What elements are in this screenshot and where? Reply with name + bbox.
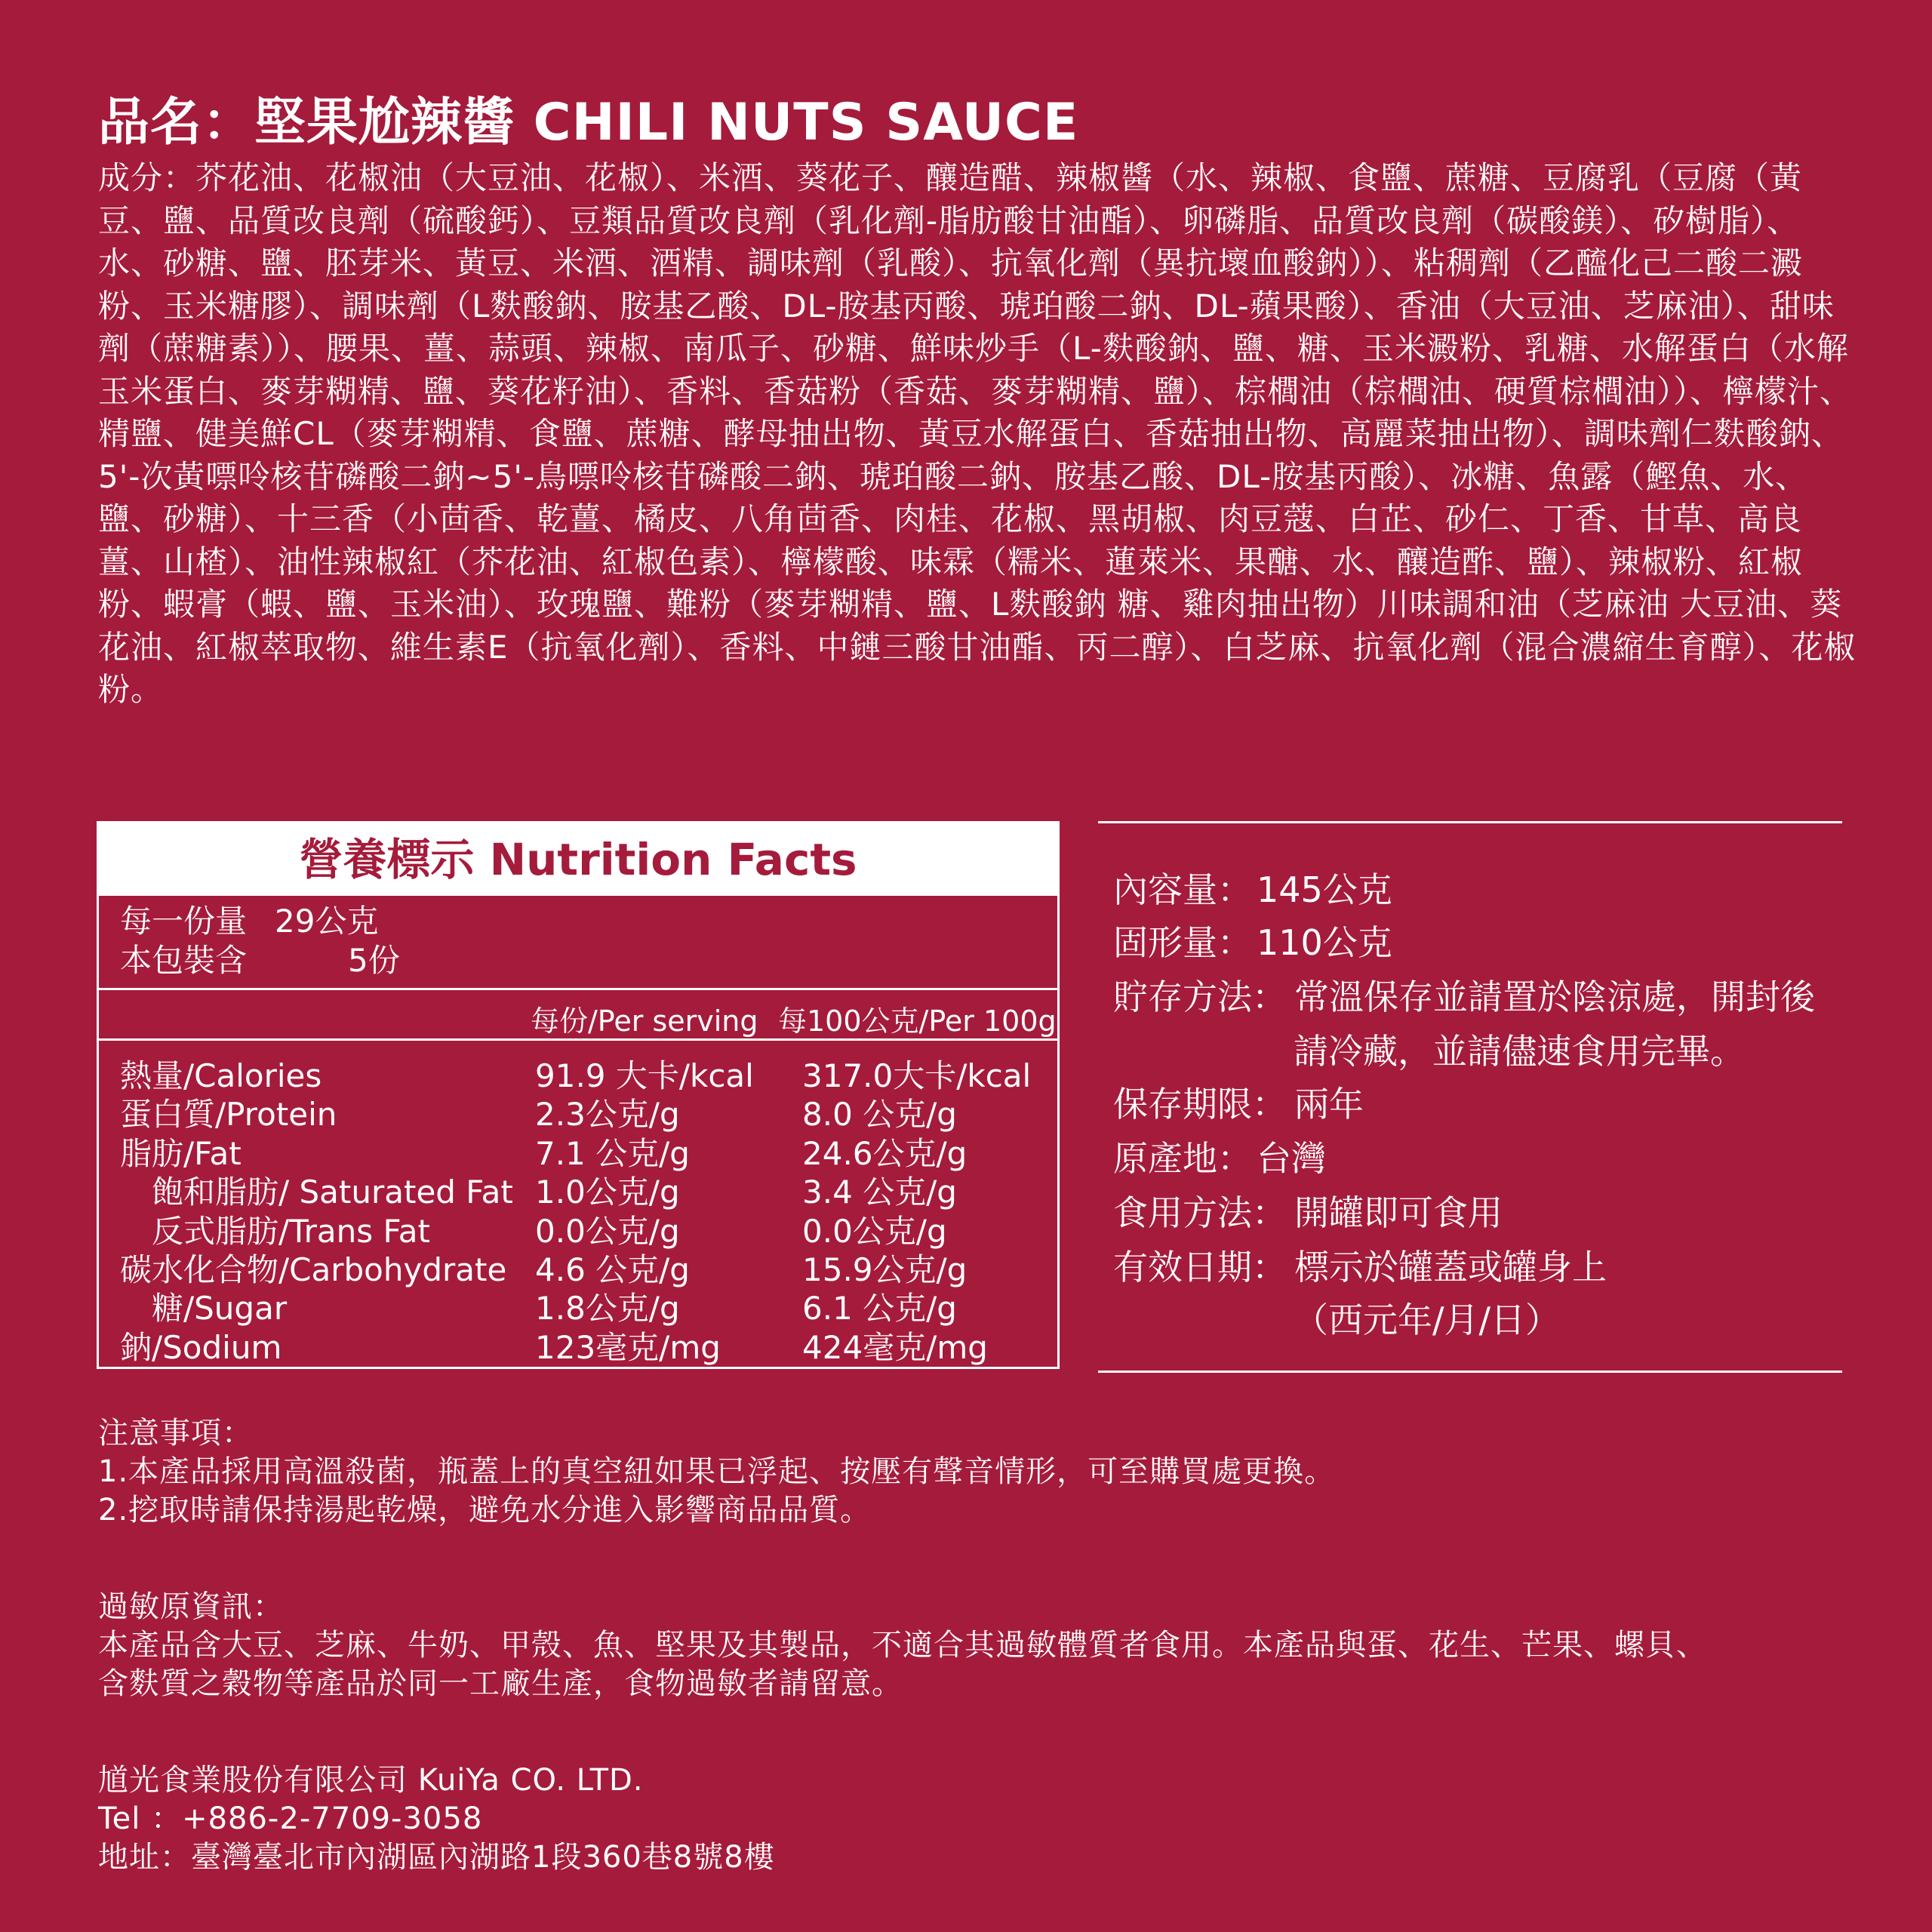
info-shelf-row <box>1113 1077 1364 1127</box>
company-tel: Tel ：+886-2-7709-3058 <box>98 1801 483 1836</box>
allergen-title: 過敏原資訊： <box>98 1589 284 1624</box>
serving-size-row <box>120 902 400 941</box>
nutrition-row-sodium <box>99 1323 1057 1366</box>
nutrition-row-carbohydrate <box>99 1245 1057 1288</box>
notes-section <box>98 1414 1857 1877</box>
info-solid-value: 110公克 <box>1257 922 1392 963</box>
nutrient-per-100g: 6.1 公克/g <box>802 1290 957 1327</box>
info-origin-label: 原產地： <box>1113 1138 1252 1179</box>
nutrient-per-serving: 0.0公克/g <box>535 1212 680 1250</box>
info-origin-row <box>1113 1131 1326 1181</box>
spacer <box>98 1703 1857 1761</box>
info-content-row <box>1113 863 1392 912</box>
nutrient-name: 糖/Sugar <box>152 1290 288 1327</box>
allergen-line-2: 含麩質之穀物等產品於同一工廠生產，食物過敏者請留意。 <box>98 1666 903 1701</box>
serving-info <box>120 902 400 980</box>
info-storage-line2: 請冷藏，並請儘速食用完畢。 <box>1294 1031 1745 1072</box>
ingredients-text: 成分：芥花油、花椒油（大豆油、花椒）、米酒、葵花子、釀造醋、辣椒醬（水、辣椒、食鹽、蔗糖、豆腐乳（豆腐（黃豆、鹽、品質改良劑（硫酸鈣）、豆類品質改良劑（乳化劑-脂肪酸甘油酯）、卵磷脂、品質改良劑（碳酸鎂）、矽樹脂）、水、砂糖、鹽、胚芽米、黃豆、米酒、酒精、調味劑（乳酸）、抗氧化劑（異抗壞血酸鈉））、粘稠劑（乙醯化己二酸二澱粉、玉米糖膠）、調味劑（L麩酸鈉、胺基乙酸、DL-胺基丙酸、琥珀酸二鈉、DL-蘋果酸）、香油（大豆油、芝麻油）、甜味劑（蔗糖素））、腰果、薑、蒜頭、辣椒、南瓜子、砂糖、鮮味炒手（L-麩酸鈉、鹽、糖、玉米澱粉、乳糖、水解蛋白（水解玉米蛋白、麥芽糊精、鹽、葵花籽油）、香料、香菇粉（香菇、麥芽糊精、鹽）、棕櫚油（棕櫚油、硬質棕櫚油））、檸檬汁、精鹽、健美鮮CL（麥芽糊精、食鹽、蔗糖、酵母抽出物、黃豆水解蛋白、香菇抽出物、高麗菜抽出物）、調味劑仁麩酸鈉、5'-次黃嘌呤核苷磷酸二鈉~5'-鳥嘌呤核苷磷酸二鈉、琥珀酸二鈉、胺基乙酸、DL-胺基丙酸）、冰糖、魚露（鰹魚、水、鹽、砂糖）、十三香（小茴香、乾薑、橘皮、八角茴香、肉桂、花椒、黑胡椒、肉豆蔻、白芷、砂仁、丁香、甘草、高良薑、山楂）、油性辣椒紅（芥花油、紅椒色素）、檸檬酸、味霖（糯米、蓮萊米、果醣、水、釀造酢、鹽）、辣椒粉、紅椒粉、蝦膏（蝦、鹽、玉米油）、玫瑰鹽、難粉（麥芽糊精、鹽、L麩酸鈉 糖、雞肉抽出物）川味調和油（芝麻油 大豆油、葵花油、紅椒萃取物、維生素E（抗氧化劑）、香料、中鏈三酸甘油酯、丙二醇）、白芝麻、抗氧化劑（混合濃縮生育醇）、花椒粉。 <box>98 159 1857 708</box>
info-usage-label: 食用方法： <box>1113 1192 1287 1233</box>
info-expiry-label: 有效日期： <box>1113 1247 1287 1287</box>
nutrition-facts-table <box>97 821 1060 1369</box>
nutrient-per-100g: 8.0 公克/g <box>802 1096 957 1134</box>
nutrient-name: 脂肪/Fat <box>120 1134 242 1172</box>
spacer <box>98 1530 1857 1588</box>
info-origin-value: 台灣 <box>1257 1138 1326 1179</box>
nutrition-row-sugar <box>99 1284 1057 1327</box>
nutrient-per-100g: 24.6公克/g <box>802 1134 968 1172</box>
product-title: 品名：堅果尬辣醬 CHILI NUTS SAUCE <box>98 93 1079 152</box>
nutrition-column-headers <box>99 988 1057 1041</box>
nutrition-row-fat <box>99 1129 1057 1172</box>
info-content-value: 145公克 <box>1257 869 1392 910</box>
info-storage-line1: 常溫保存並請置於陰涼處，開封後 <box>1294 977 1815 1017</box>
info-storage-row <box>1113 970 1815 1020</box>
serving-size-label: 每一份量 <box>120 903 248 940</box>
nutrient-name: 碳水化合物/Carbohydrate <box>120 1251 507 1288</box>
info-expiry-line1: 標示於罐蓋或罐身上 <box>1294 1247 1607 1287</box>
nutrient-name: 反式脂肪/Trans Fat <box>152 1212 430 1250</box>
info-expiry-line2: （西元年/月/日） <box>1294 1300 1560 1340</box>
nutrition-rows <box>99 1051 1057 1366</box>
nutrient-per-100g: 317.0大卡/kcal <box>802 1057 1032 1094</box>
info-usage-value: 開罐即可食用 <box>1294 1192 1503 1233</box>
nutrient-per-serving: 1.8公克/g <box>535 1290 680 1327</box>
serving-size-value: 29公克 <box>275 903 379 940</box>
allergen-line-1: 本產品含大豆、芝麻、牛奶、甲殼、魚、堅果及其製品，不適合其過敏體質者食用。本產品與蛋、花生、芒果、螺貝、 <box>98 1628 1707 1663</box>
nutrient-per-serving: 91.9 大卡/kcal <box>535 1057 754 1094</box>
company-address: 地址：臺灣臺北市內湖區內湖路1段360巷8號8樓 <box>98 1840 775 1875</box>
info-content-label: 內容量： <box>1113 869 1252 910</box>
company-name: 馗光食業股份有限公司 KuiYa CO. LTD. <box>98 1763 644 1798</box>
nutrient-name: 蛋白質/Protein <box>120 1096 337 1134</box>
nutrient-name: 飽和脂肪/ Saturated Fat <box>152 1174 513 1211</box>
nutrient-per-100g: 15.9公克/g <box>802 1251 968 1288</box>
nutrient-name: 鈉/Sodium <box>120 1328 282 1366</box>
nutrition-row-trans-fat <box>99 1207 1057 1250</box>
nutrition-row-protein <box>99 1090 1057 1134</box>
nutrition-facts-heading: 營養標示 Nutrition Facts <box>99 823 1057 896</box>
info-shelf-label: 保存期限： <box>1113 1084 1287 1124</box>
nutrient-per-serving: 2.3公克/g <box>535 1096 680 1134</box>
nutrient-per-serving: 4.6 公克/g <box>535 1251 690 1288</box>
nutrient-per-100g: 0.0公克/g <box>802 1212 947 1250</box>
nutrient-per-100g: 424毫克/mg <box>802 1328 988 1366</box>
info-expiry-row <box>1113 1240 1607 1290</box>
info-solid-row <box>1113 915 1392 965</box>
caution-title: 注意事項： <box>98 1416 253 1451</box>
nutrient-name: 熱量/Calories <box>120 1057 322 1094</box>
caution-item-1: 1.本產品採用高溫殺菌，瓶蓋上的真空紐如果已浮起、按壓有聲音情形，可至購買處更換。 <box>98 1454 1336 1489</box>
product-info-panel <box>1098 821 1842 1373</box>
column-per-100g: 每100公克/Per 100g <box>778 1004 1057 1038</box>
nutrient-per-serving: 7.1 公克/g <box>535 1134 690 1172</box>
servings-value: 5份 <box>348 942 400 979</box>
nutrition-row-saturated-fat <box>99 1168 1057 1211</box>
nutrient-per-serving: 123毫克/mg <box>535 1328 721 1366</box>
info-storage-label: 貯存方法： <box>1113 977 1287 1017</box>
nutrient-per-100g: 3.4 公克/g <box>802 1174 957 1211</box>
info-solid-label: 固形量： <box>1113 922 1252 963</box>
servings-label: 本包裝含 <box>120 942 248 979</box>
nutrition-row-calories <box>99 1051 1057 1094</box>
servings-row <box>120 941 400 980</box>
info-shelf-value: 兩年 <box>1294 1084 1364 1124</box>
column-per-serving: 每份/Per serving <box>531 1004 758 1038</box>
caution-item-2: 2.挖取時請保持湯匙乾燥，避免水分進入影響商品品質。 <box>98 1493 872 1527</box>
info-usage-row <box>1113 1186 1503 1235</box>
nutrient-per-serving: 1.0公克/g <box>535 1174 680 1211</box>
